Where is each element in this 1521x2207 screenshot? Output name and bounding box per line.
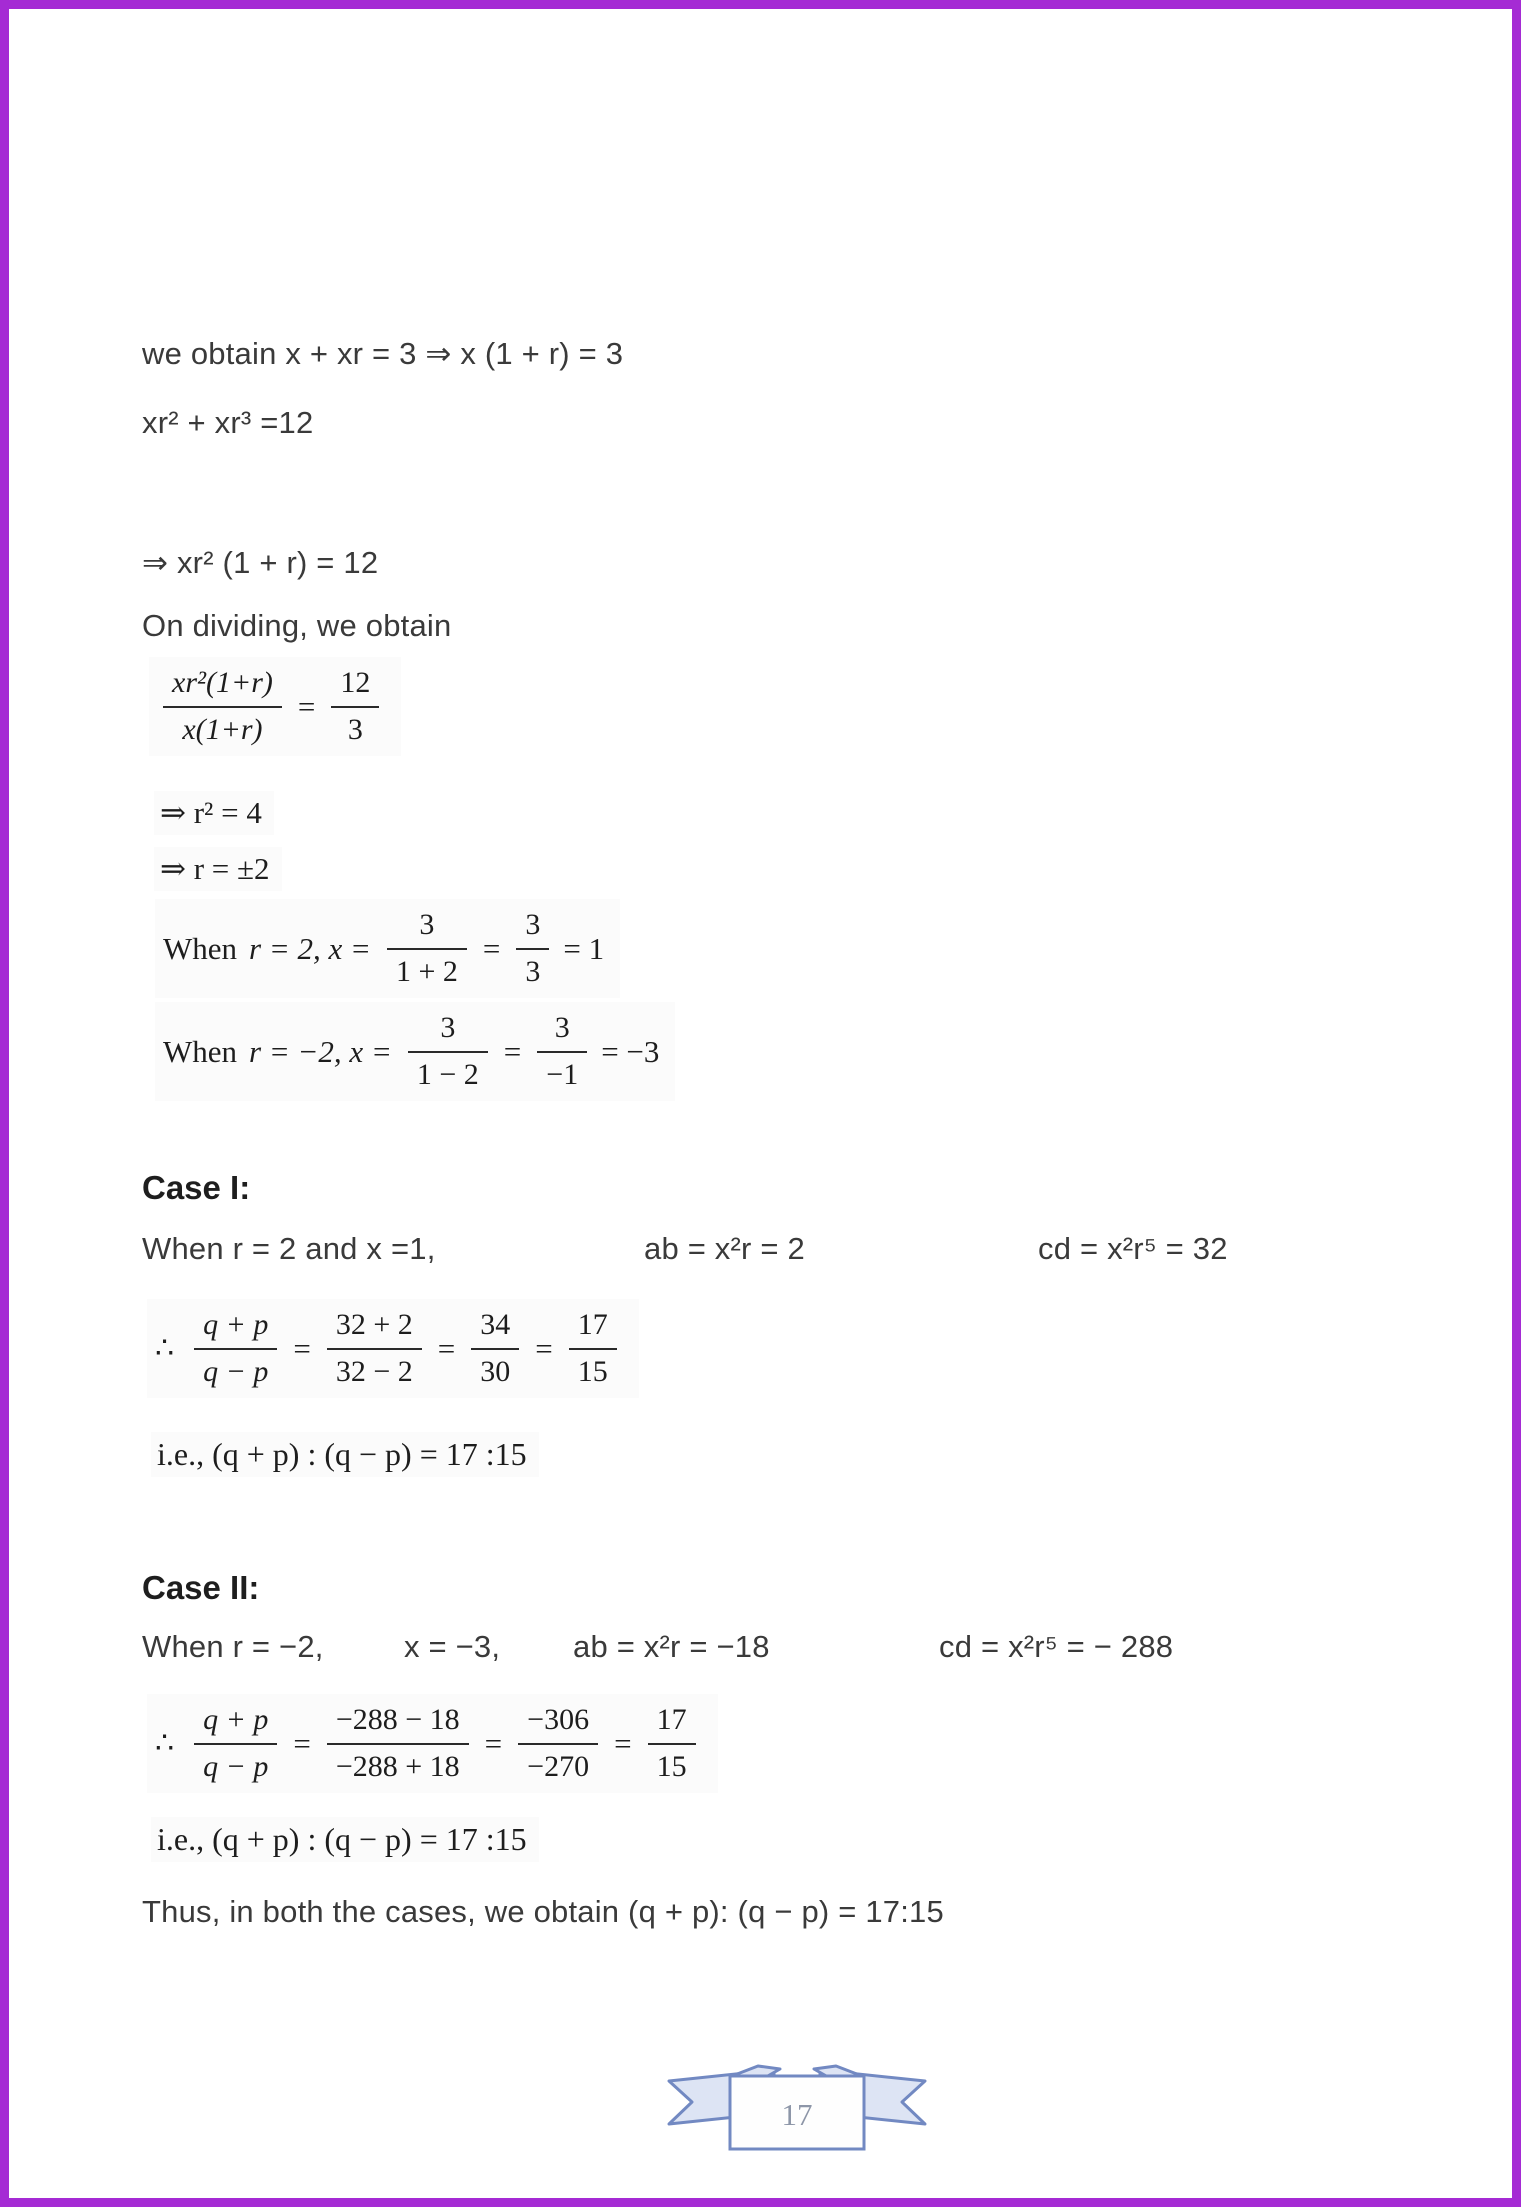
when-condition: r = 2, x = (249, 930, 371, 966)
line-r-squared-equals-4: ⇒ r² = 4 (154, 791, 274, 835)
ribbon-banner-graphic (664, 2063, 930, 2153)
fraction-lhs (163, 665, 282, 748)
fraction-denominator: x(1+r) (182, 712, 263, 746)
line-conclusion: Thus, in both the cases, we obtain (q + p): (q − p) = 17:15 (142, 1894, 944, 1929)
case2-x-value: x = −3, (404, 1629, 501, 1664)
equals-sign: = (297, 688, 316, 724)
fraction-denominator: 15 (577, 1354, 608, 1388)
fraction-denominator: −288 + 18 (335, 1749, 460, 1783)
when-word: When (163, 1033, 238, 1069)
fraction-numerator: 34 (471, 1307, 519, 1350)
fraction-numerator: xr²(1+r) (163, 665, 282, 708)
line-case1-ie: i.e., (q + p) : (q − p) = 17 :15 (151, 1432, 539, 1477)
fraction-numerator: 17 (648, 1702, 696, 1745)
equals-sign: = (484, 1725, 503, 1761)
fraction (471, 1307, 519, 1390)
fraction-denominator: 1 − 2 (416, 1057, 479, 1091)
equals-sign: = (482, 930, 501, 966)
fraction-denominator: 1 + 2 (395, 954, 458, 988)
line-r-equals-plus-minus-2: ⇒ r = ±2 (154, 847, 282, 891)
fraction (408, 1010, 488, 1093)
equation-case2-ratio (147, 1694, 718, 1793)
line-on-dividing: On dividing, we obtain (142, 608, 452, 643)
fraction-numerator: 3 (387, 907, 467, 950)
equals-sign: = (535, 1330, 553, 1366)
case2-cd-value: cd = x²r⁵ = − 288 (939, 1629, 1174, 1664)
fraction-numerator: 32 + 2 (327, 1307, 422, 1350)
equals-sign: = (503, 1033, 522, 1069)
fraction-denominator: 30 (480, 1354, 511, 1388)
heading-case-2: Case II: (142, 1569, 260, 1606)
fraction-denominator: 15 (656, 1749, 687, 1783)
fraction-numerator: 3 (516, 907, 549, 950)
line-xr2-plus-xr3: xr² + xr³ =12 (142, 405, 314, 440)
equation-case1-ratio (147, 1299, 639, 1398)
fraction (537, 1010, 587, 1093)
fraction-denominator: 32 − 2 (335, 1354, 413, 1388)
fraction-numerator: −288 − 18 (327, 1702, 469, 1745)
when-result: = −3 (601, 1033, 660, 1069)
when-result: = 1 (563, 930, 605, 966)
case1-cd-value: cd = x²r⁵ = 32 (1038, 1231, 1228, 1266)
line-implies-xr2: ⇒ xr² (1 + r) = 12 (142, 545, 379, 580)
equals-sign: = (614, 1725, 632, 1761)
line-case1-when (142, 1231, 1462, 1277)
equation-when-r-negative (155, 1002, 675, 1101)
fraction (648, 1702, 696, 1785)
page-number-banner (664, 2063, 930, 2153)
equation-division (149, 657, 401, 756)
fraction-numerator: 3 (408, 1010, 488, 1053)
case2-ab-value: ab = x²r = −18 (573, 1629, 770, 1664)
fraction-denominator: q − p (203, 1354, 269, 1388)
fraction (518, 1702, 598, 1785)
fraction-denominator: −270 (527, 1749, 590, 1783)
therefore-symbol: ∴ (155, 1727, 175, 1760)
equals-sign: = (293, 1725, 311, 1761)
case1-when-condition: When r = 2 and x =1, (142, 1231, 436, 1266)
case2-when-condition: When r = −2, (142, 1629, 324, 1664)
fraction-numerator: 12 (331, 665, 379, 708)
page-number: 17 (781, 2097, 813, 2132)
equals-sign: = (437, 1330, 456, 1366)
fraction-denominator: 3 (525, 954, 541, 988)
fraction (387, 907, 467, 990)
fraction-denominator: q − p (203, 1749, 269, 1783)
fraction (194, 1702, 277, 1785)
equals-sign: = (293, 1330, 311, 1366)
heading-case-1: Case I: (142, 1169, 251, 1206)
fraction-numerator: q + p (194, 1702, 277, 1745)
equation-when-r-positive (155, 899, 620, 998)
when-condition: r = −2, x = (249, 1033, 392, 1069)
line-we-obtain: we obtain x + xr = 3 ⇒ x (1 + r) = 3 (142, 336, 624, 371)
therefore-symbol: ∴ (155, 1332, 175, 1365)
when-word: When (163, 930, 238, 966)
fraction-denominator: −1 (546, 1057, 579, 1091)
line-case2-ie: i.e., (q + p) : (q − p) = 17 :15 (151, 1817, 539, 1862)
fraction-numerator: q + p (194, 1307, 277, 1350)
fraction (194, 1307, 277, 1390)
fraction (516, 907, 549, 990)
fraction-numerator: −306 (518, 1702, 598, 1745)
fraction-numerator: 17 (569, 1307, 617, 1350)
fraction-numerator: 3 (537, 1010, 587, 1053)
case1-ab-value: ab = x²r = 2 (644, 1231, 805, 1266)
fraction-denominator: 3 (347, 712, 363, 746)
fraction (327, 1307, 422, 1390)
fraction-rhs (331, 665, 379, 748)
fraction (569, 1307, 617, 1390)
fraction (327, 1702, 469, 1785)
line-case2-when (142, 1629, 1462, 1675)
